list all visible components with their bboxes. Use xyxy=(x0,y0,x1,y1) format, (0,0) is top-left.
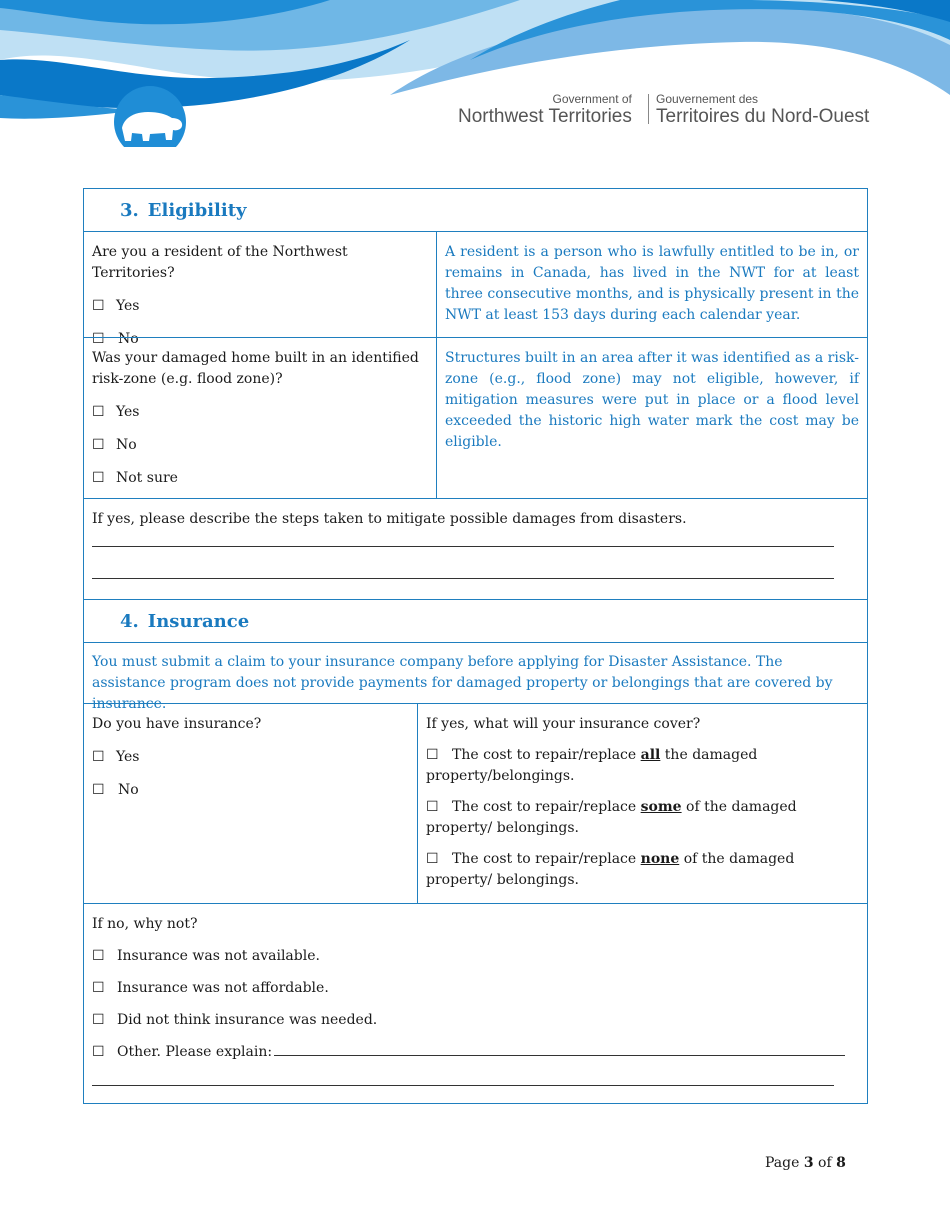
option-text: of the damaged property/ belongings. xyxy=(426,799,797,836)
section-3-title xyxy=(84,188,867,231)
risk-zone-question: Was your damaged home built in an identified risk-zone (e.g. flood zone)? xyxy=(92,350,419,387)
other-option[interactable] xyxy=(92,1042,859,1063)
option-emphasis: all xyxy=(640,747,661,763)
risk-zone-question-row xyxy=(84,337,867,498)
resident-yes-option[interactable] xyxy=(92,296,428,317)
have-insurance-no-option[interactable] xyxy=(92,780,409,801)
mitigation-prompt: If yes, please describe the steps taken to mitigate possible damages from disasters. xyxy=(92,511,687,527)
checkbox-icon[interactable]: ☐ xyxy=(426,851,439,867)
resident-question-cell xyxy=(84,232,437,347)
option-label: Did not think insurance was needed. xyxy=(117,1012,378,1028)
other-explain-line-2[interactable] xyxy=(92,1085,834,1086)
resident-question-row xyxy=(84,231,867,347)
page-prefix: Page xyxy=(765,1155,800,1171)
risk-zone-yes-option[interactable] xyxy=(92,402,428,423)
why-not-question: If no, why not? xyxy=(92,916,198,932)
insurance-notice-row xyxy=(84,642,867,712)
option-label: Insurance was not available. xyxy=(117,948,320,964)
option-text: The cost to repair/replace xyxy=(452,799,641,815)
coverage-none-option[interactable] xyxy=(426,849,859,891)
checkbox-icon[interactable]: ☐ xyxy=(92,782,105,798)
option-text: The cost to repair/replace xyxy=(452,851,641,867)
option-label: Insurance was not affordable. xyxy=(117,980,329,996)
risk-zone-not-sure-option[interactable] xyxy=(92,468,428,489)
checkbox-icon[interactable]: ☐ xyxy=(92,298,105,314)
gov-en-small: Government of xyxy=(552,92,632,106)
checkbox-icon[interactable]: ☐ xyxy=(92,437,105,453)
page-current: 3 xyxy=(803,1155,814,1171)
checkbox-icon[interactable]: ☐ xyxy=(92,1044,105,1060)
mitigation-line-1[interactable] xyxy=(92,546,834,547)
option-label: Yes xyxy=(116,404,140,420)
gov-fr-big: Territoires du Nord-Ouest xyxy=(656,106,870,127)
have-insurance-yes-option[interactable] xyxy=(92,747,409,768)
risk-zone-question-cell xyxy=(84,338,437,498)
coverage-all-option[interactable] xyxy=(426,745,859,787)
other-explain-line[interactable] xyxy=(274,1042,845,1056)
section-4-title xyxy=(84,599,867,642)
resident-definition: A resident is a person who is lawfully entitled to be in, or remains in Canada, has lived in the NWT for at least three consecutive months, and is physically present in the NWT at least 153 days during each calendar year. xyxy=(445,244,859,323)
insurance-notice: You must submit a claim to your insurance company before applying for Disaster Assistance. The assistance program does not provide payments for damaged property or belongings that are covered by insurance. xyxy=(92,654,833,712)
page-total: 8 xyxy=(836,1155,846,1171)
option-text: the damaged property/belongings. xyxy=(426,747,758,784)
checkbox-icon[interactable]: ☐ xyxy=(92,404,105,420)
page-number xyxy=(765,1155,846,1171)
checkbox-icon[interactable]: ☐ xyxy=(92,470,105,486)
risk-zone-no-option[interactable] xyxy=(92,435,428,456)
application-form xyxy=(83,188,868,1104)
why-not-cell xyxy=(84,904,867,1094)
not-affordable-option[interactable] xyxy=(92,978,859,999)
insurance-row xyxy=(84,703,867,903)
option-emphasis: some xyxy=(640,799,682,815)
option-label: No xyxy=(118,782,139,798)
not-needed-option[interactable] xyxy=(92,1010,859,1031)
gov-en-big: Northwest Territories xyxy=(458,106,632,127)
have-insurance-cell xyxy=(84,704,418,903)
mitigation-line-2[interactable] xyxy=(92,578,834,579)
coverage-cell xyxy=(418,704,867,903)
have-insurance-question: Do you have insurance? xyxy=(92,716,262,732)
option-text: of the damaged property/ belongings. xyxy=(426,851,795,888)
section-3-heading: Eligibility xyxy=(147,199,247,221)
not-available-option[interactable] xyxy=(92,946,859,967)
section-4-number: 4. xyxy=(120,610,139,632)
coverage-some-option[interactable] xyxy=(426,797,859,839)
checkbox-icon[interactable]: ☐ xyxy=(92,1012,105,1028)
option-label: Other. Please explain: xyxy=(117,1044,273,1060)
checkbox-icon[interactable]: ☐ xyxy=(92,980,105,996)
checkbox-icon[interactable]: ☐ xyxy=(92,749,105,765)
option-label: Not sure xyxy=(116,470,178,486)
checkbox-icon[interactable]: ☐ xyxy=(92,948,105,964)
option-text: The cost to repair/replace xyxy=(452,747,641,763)
option-emphasis: none xyxy=(640,851,680,867)
coverage-question: If yes, what will your insurance cover? xyxy=(426,716,701,732)
option-label: Yes xyxy=(116,298,140,314)
option-label: No xyxy=(116,437,137,453)
page-of: of xyxy=(818,1155,832,1171)
section-4-heading: Insurance xyxy=(147,610,250,632)
mitigation-row xyxy=(84,498,867,599)
risk-zone-note: Structures built in an area after it was identified as a risk-zone (e.g., flood zone) may not eligible, however, if mitigation measures were put in place or a flood level exceeded the historic high water mark the cost may be eligible. xyxy=(445,350,859,450)
government-en xyxy=(458,92,632,128)
option-label: No xyxy=(118,331,139,347)
section-3-number: 3. xyxy=(120,199,139,221)
gov-divider xyxy=(648,94,649,124)
why-not-row xyxy=(84,903,867,1104)
checkbox-icon[interactable]: ☐ xyxy=(426,799,439,815)
header-banner xyxy=(0,0,950,160)
checkbox-icon[interactable]: ☐ xyxy=(92,331,105,347)
government-fr xyxy=(656,92,869,128)
checkbox-icon[interactable]: ☐ xyxy=(426,747,439,763)
resident-question: Are you a resident of the Northwest Territories? xyxy=(92,244,348,281)
option-label: Yes xyxy=(116,749,140,765)
gov-fr-small: Gouvernement des xyxy=(656,92,759,106)
